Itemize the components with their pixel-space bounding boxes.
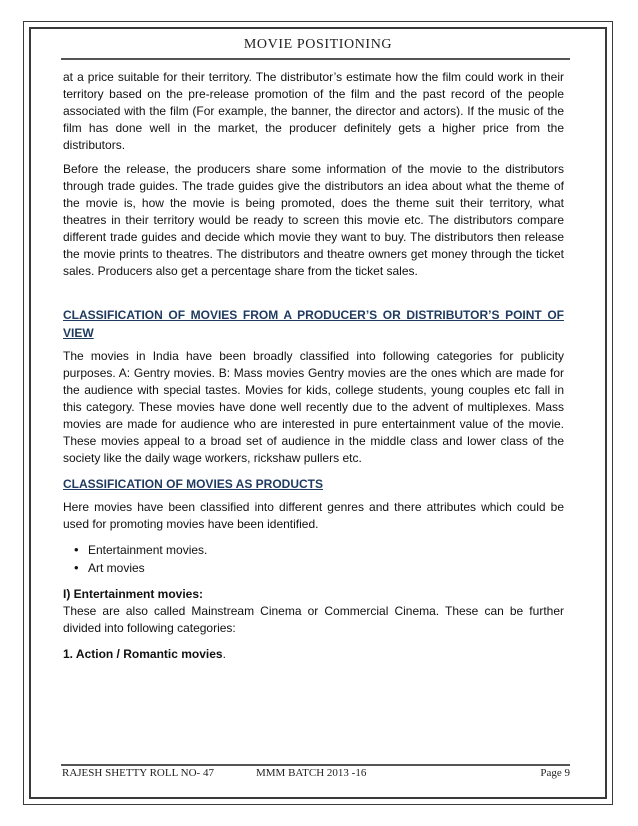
paragraph-distributor-estimate: at a price suitable for their territory. The distributor’s estimate how the film could work in their territory based on the pre-release promotion of the film and the past record of the people associated with the film (For example, the banner, the director and actors). If the music of the film has done well in the market, the producer definitely gets a higher price from the distributors. <box>63 70 564 152</box>
footer-page-number: Page 9 <box>540 767 570 779</box>
footer-batch: MMM BATCH 2013 -16 <box>256 767 367 779</box>
subheading-entertainment-movies: I) Entertainment movies: <box>63 587 204 601</box>
paragraph-trade-guides: Before the release, the producers share some information of the movie to the distributors through trade guides. The trade guides give the distributors an idea about what the theme of the movie is, how the movie is being promoted, does the theme suit their territory, what theatres in their territory would be ready to screen this movie etc. The distributors compare different trade guides and decide which movie they want to buy. The distributors then release the movie prints to theatres. The distributors and theatre owners get money through the ticket sales. Producers also get a percentage share from the ticket sales. <box>63 162 564 278</box>
paragraph-mainstream-cinema: These are also called Mainstream Cinema or Commercial Cinema. These can be further divided into following categories: <box>63 604 564 635</box>
header-divider <box>61 58 570 60</box>
paragraph-gentry-mass-movies: The movies in India have been broadly classified into following categories for publicity purposes. A: Gentry movies. B: Mass movies Gentry movies are the ones which are made for the audience with special tastes. Movies for kids, college students, young couples etc fall in this category. These movies have done well recently due to the advent of multiplexes. Mass movies are made for audience who are interested in pure entertainment value of the movie. These movies appeal to a broad set of audience in the middle class and lower class of the society like the daily wage workers, rickshaw pullers etc. <box>63 349 564 465</box>
genre-bullet-list <box>63 541 564 577</box>
document-body <box>63 69 564 663</box>
footer-author: RAJESH SHETTY ROLL NO- 47 <box>62 767 214 779</box>
footer-divider <box>61 764 570 766</box>
page-header-title: MOVIE POSITIONING <box>243 37 393 52</box>
subheading-action-romantic-text: 1. Action / Romantic movies <box>63 647 223 661</box>
paragraph-genres-intro: Here movies have been classified into different genres and there attributes which could be used for promoting movies have been identified. <box>63 500 564 531</box>
subheading-action-romantic <box>63 646 564 663</box>
heading-classification-products: CLASSIFICATION OF MOVIES AS PRODUCTS <box>63 477 324 491</box>
subheading-action-romantic-period: . <box>222 647 226 661</box>
list-item: • Entertainment movies. <box>88 541 564 559</box>
page-footer <box>62 767 570 783</box>
heading-classification-producer-view: CLASSIFICATION OF MOVIES FROM A PRODUCER’S OR DISTRIBUTOR’S POINT OF VIEW <box>63 308 564 340</box>
list-item: • Art movies <box>88 559 564 577</box>
